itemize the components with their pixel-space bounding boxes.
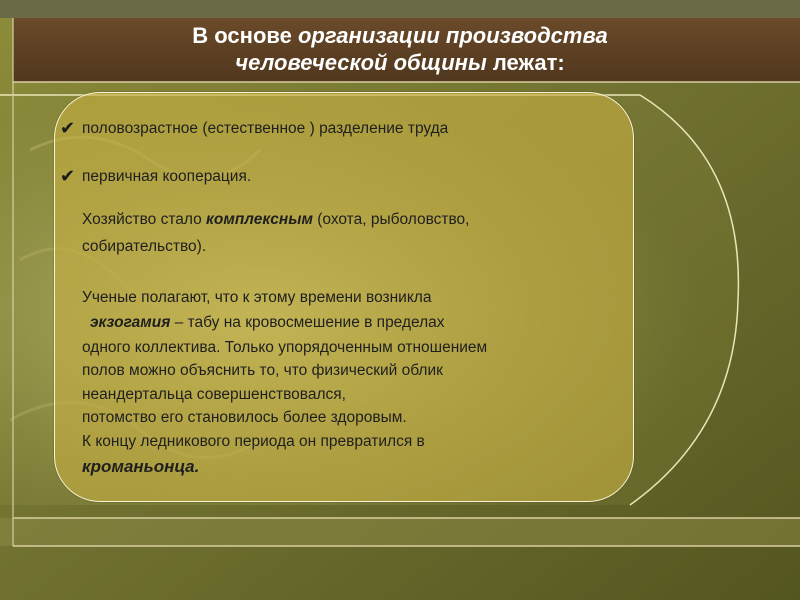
paragraph-2-line-5: неандертальца совершенствовался, (82, 386, 346, 403)
checkmark-icon: ✔ (60, 166, 76, 186)
paragraph-2-line-2: экзогамия – табу на кровосмешение в пределах (90, 314, 445, 331)
paragraph-2-line-3: одного коллектива. Только упорядоченным отношением (82, 339, 488, 356)
paragraph-1-line-1: Хозяйство стало комплексным (охота, рыболовство, (82, 211, 470, 228)
slide-title (0, 22, 800, 76)
paragraph-2-line-6: потомство его становилось более здоровым. (82, 409, 407, 426)
paragraph-2-line-4: полов можно объяснить то, что физический облик (82, 362, 443, 379)
paragraph-2-line-1: Ученые полагают, что к этому времени возникла (82, 289, 432, 306)
title-line-1: В основе организации производства (192, 23, 608, 48)
bullet-item-2: первичная кооперация. (82, 168, 252, 185)
bullet-item-1: половозрастное (естественное ) разделение труда (82, 120, 449, 137)
title-line-2: человеческой общины лежат: (235, 50, 565, 75)
paragraph-2-line-7: К концу ледникового периода он превратился в (82, 433, 425, 450)
paragraph-1-line-2: собирательство). (82, 238, 207, 255)
paragraph-2-final: кроманьонца. (82, 457, 200, 476)
checkmark-icon: ✔ (60, 118, 76, 138)
